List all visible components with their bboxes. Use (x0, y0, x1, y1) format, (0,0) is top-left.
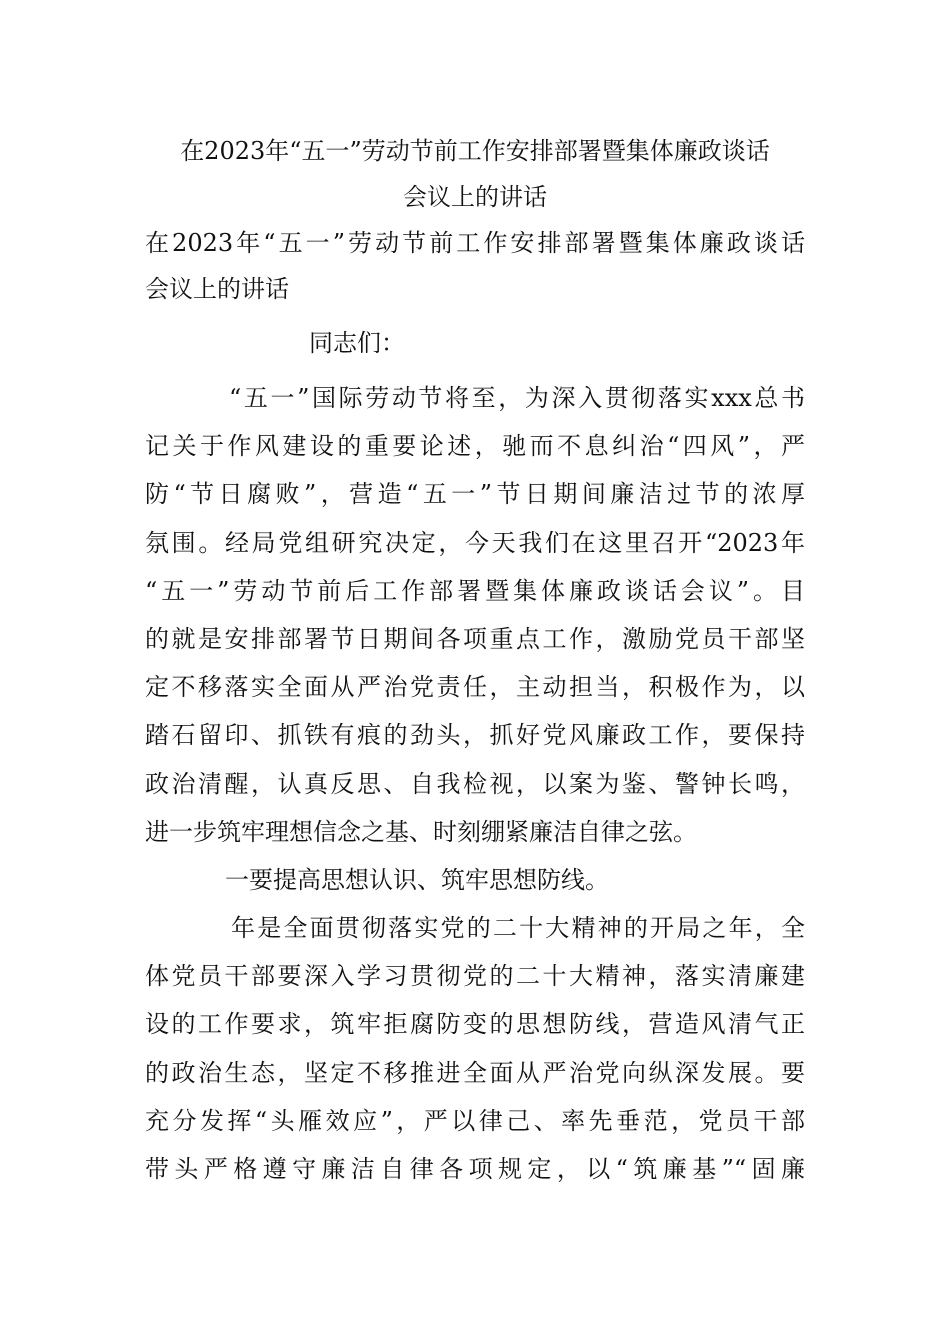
paragraph-line: 定不移落实全面从严治党责任，主动担当，积极作为，以 (145, 673, 805, 702)
section-heading-1: 一要提高思想认识、筑牢思想防线。 (225, 865, 609, 894)
paragraph-line: 充分发挥“头雁效应”，严以律己、率先垂范，党员干部 (145, 1106, 805, 1135)
subtitle-line-2: 会议上的讲话 (145, 275, 289, 303)
paragraph-line: 氛围。经局党组研究决定，今天我们在这里召开“2023年 (145, 528, 805, 557)
title-line-2: 会议上的讲话 (403, 183, 547, 211)
paragraph-line: 年是全面贯彻落实党的二十大精神的开局之年，全 (231, 914, 805, 943)
paragraph-line: “五一”劳动节前后工作部署暨集体廉政谈话会议”。目 (145, 576, 805, 605)
paragraph-1 (145, 374, 805, 856)
paragraph-line: 踏石留印、抓铁有痕的劲头，抓好党风廉政工作，要保持 (145, 721, 805, 750)
paragraph-line: 的就是安排部署节日期间各项重点工作，激励党员干部坚 (145, 624, 805, 653)
title-line-1: 在2023年“五一”劳动节前工作安排部署暨集体廉政谈话 (180, 137, 770, 165)
paragraph-2 (145, 904, 805, 1193)
paragraph-line: 记关于作风建设的重要论述，驰而不息纠治“四风”，严 (145, 432, 805, 461)
paragraph-line: 体党员干部要深入学习贯彻党的二十大精神，落实清廉建 (145, 962, 805, 991)
paragraph-line: 进一步筑牢理想信念之基、时刻绷紧廉洁自律之弦。 (145, 817, 697, 846)
paragraph-line: “五一”国际劳动节将至，为深入贯彻落实xxx总书 (229, 384, 805, 412)
paragraph-line: 设的工作要求，筑牢拒腐防变的思想防线，营造风清气正 (145, 1010, 805, 1039)
paragraph-line: 的政治生态，坚定不移推进全面从严治党向纵深发展。要 (145, 1058, 805, 1087)
subtitle-line-1: 在2023年“五一”劳动节前工作安排部署暨集体廉政谈话 (145, 229, 805, 257)
greeting: 同志们： (309, 329, 405, 357)
document-page (145, 128, 805, 1193)
paragraph-line: 带头严格遵守廉洁自律各项规定，以“筑廉基”“固廉 (145, 1155, 805, 1183)
paragraph-line: 防“节日腐败”，营造“五一”节日期间廉洁过节的浓厚 (145, 480, 805, 509)
paragraph-line: 政治清醒，认真反思、自我检视，以案为鉴、警钟长鸣， (145, 769, 805, 798)
